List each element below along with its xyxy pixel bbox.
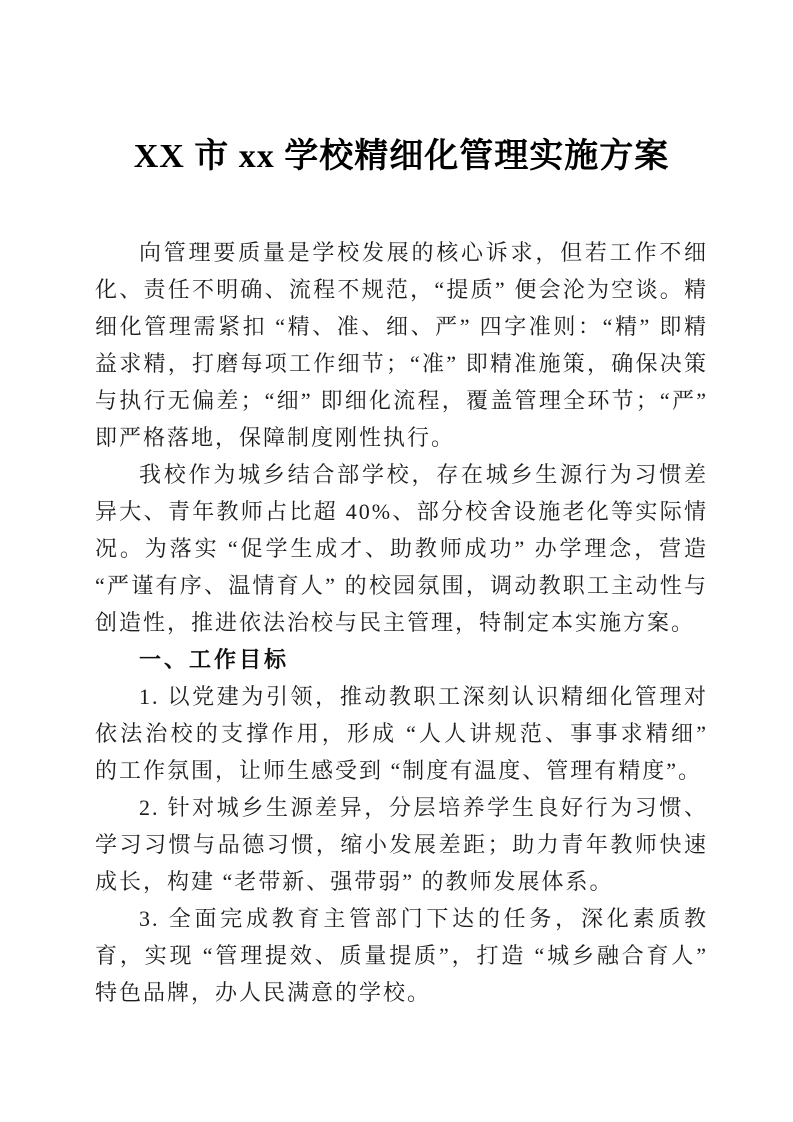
document-title: XX 市 xx 学校精细化管理实施方案 xyxy=(133,138,670,175)
paragraph-goal-2: 2. 针对城乡生源差异，分层培养学生良好行为习惯、学习习惯与品德习惯，缩小发展差距；助力青年教师快速成长，构建 “老带新、强带弱” 的教师发展体系。 xyxy=(95,795,708,894)
paragraph-goal-1: 1. 以党建为引领，推动教职工深刻认识精细化管理对依法治校的支撑作用，形成 “人人讲规范、事事求精细” 的工作氛围，让师生感受到 “制度有温度、管理有精度”。 xyxy=(95,684,708,783)
paragraph-school-context: 我校作为城乡结合部学校，存在城乡生源行为习惯差异大、青年教师占比超 40%、部分校舍设施老化等实际情况。为落实 “促学生成才、助教师成功” 办学理念，营造 “严谨有序、温情育人” 的校园氛围，调动教职工主动性与创造性，推进依法治校与民主管理，特制定本实施方案。 xyxy=(95,462,708,635)
paragraph-management-intro: 向管理要质量是学校发展的核心诉求，但若工作不细化、责任不明确、流程不规范，“提质” 便会沦为空谈。精细化管理需紧扣 “精、准、细、严” 四字准则：“精” 即精益求精，打磨每项工作细节；“准” 即精准施策，确保决策与执行无偏差；“细” 即细化流程，覆盖管理全环节；“严” 即严格落地，保障制度刚性执行。 xyxy=(95,240,708,450)
paragraph-goal-3: 3. 全面完成教育主管部门下达的任务，深化素质教育，实现 “管理提效、质量提质”，打造 “城乡融合育人” 特色品牌，办人民满意的学校。 xyxy=(95,906,708,1005)
section-heading-work-goals: 一、工作目标 xyxy=(139,647,290,672)
